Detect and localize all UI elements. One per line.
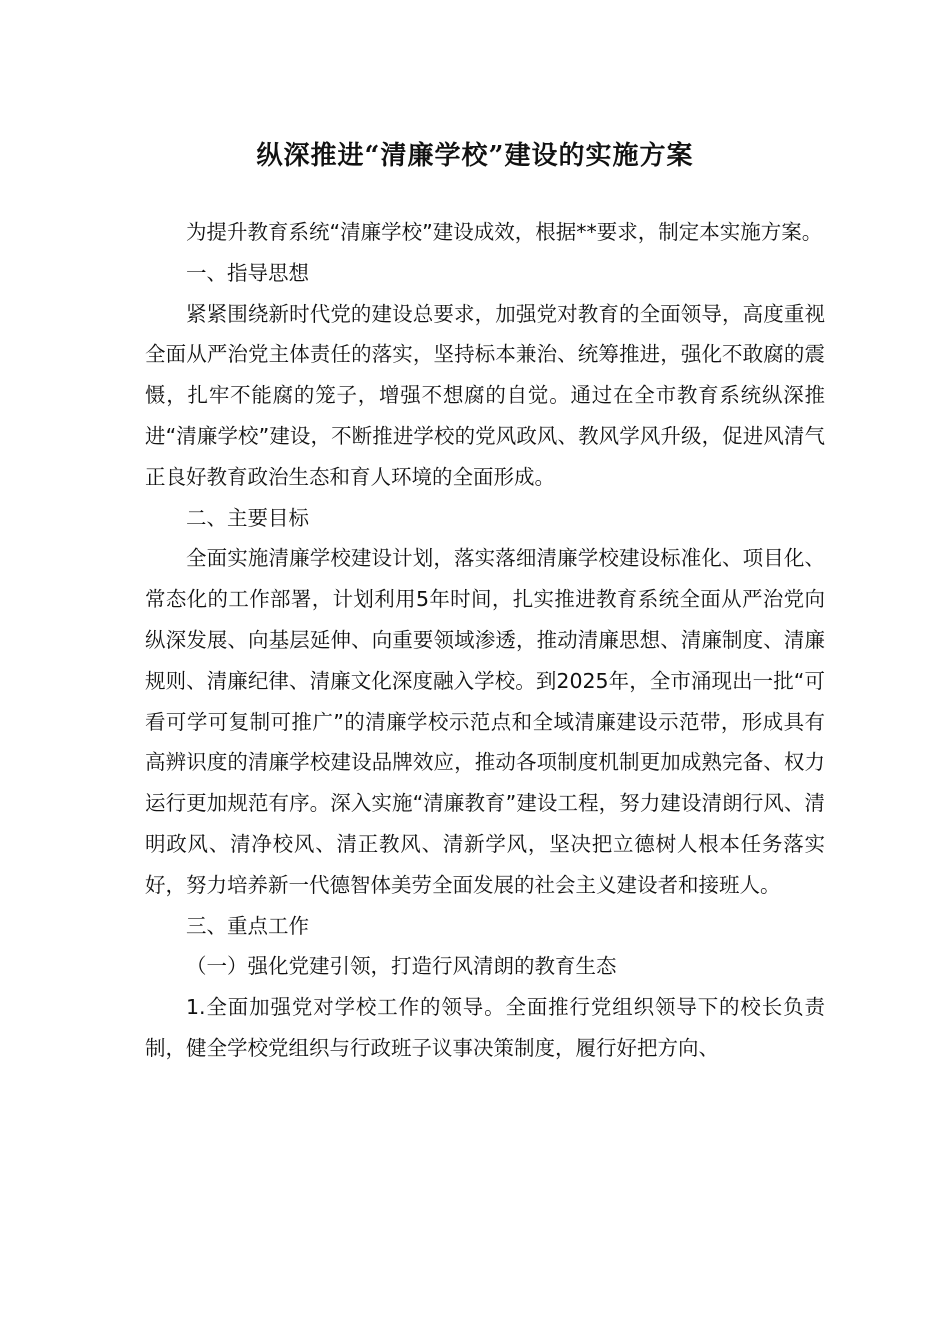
section-heading-key-work: 三、重点工作 xyxy=(186,913,309,938)
key-work-item-1-paragraph: 1.全面加强党对学校工作的领导。全面推行党组织领导下的校长负责制，健全学校党组织与行政班子议事决策制度，履行好把方向、 xyxy=(145,995,825,1060)
main-goals-paragraph: 全面实施清廉学校建设计划，落实落细清廉学校建设标准化、项目化、常态化的工作部署，计划利用5年时间，扎实推进教育系统全面从严治党向纵深发展、向基层延伸、向重要领域渗透，推动清廉思想、清廉制度、清廉规则、清廉纪律、清廉文化深度融入学校。到2025年，全市涌现出一批“可看可学可复制可推广”的清廉学校示范点和全域清廉建设示范带，形成具有高辨识度的清廉学校建设品牌效应，推动各项制度机制更加成熟完备、权力运行更加规范有序。深入实施“清廉教育”建设工程，努力建设清朗行风、清明政风、清净校风、清正教风、清新学风，坚决把立德树人根本任务落实好，努力培养新一代德智体美劳全面发展的社会主义建设者和接班人。 xyxy=(145,546,825,897)
subsection-heading-party-building: （一）强化党建引领，打造行风清朗的教育生态 xyxy=(186,954,617,979)
section-heading-main-goals: 二、主要目标 xyxy=(186,505,309,530)
guiding-ideology-paragraph: 紧紧围绕新时代党的建设总要求，加强党对教育的全面领导，高度重视全面从严治党主体责任的落实，坚持标本兼治、统筹推进，强化不敢腐的震慑，扎牢不能腐的笼子，增强不想腐的自觉。通过在全市教育系统纵深推进“清廉学校”建设，不断推进学校的党风政风、教风学风升级，促进风清气正良好教育政治生态和育人环境的全面形成。 xyxy=(145,301,825,489)
document-title: 纵深推进“清廉学校”建设的实施方案 xyxy=(256,141,694,171)
document-body xyxy=(145,212,825,1069)
section-heading-guiding-ideology: 一、指导思想 xyxy=(186,260,309,285)
intro-paragraph: 为提升教育系统“清廉学校”建设成效，根据**要求，制定本实施方案。 xyxy=(186,220,823,244)
